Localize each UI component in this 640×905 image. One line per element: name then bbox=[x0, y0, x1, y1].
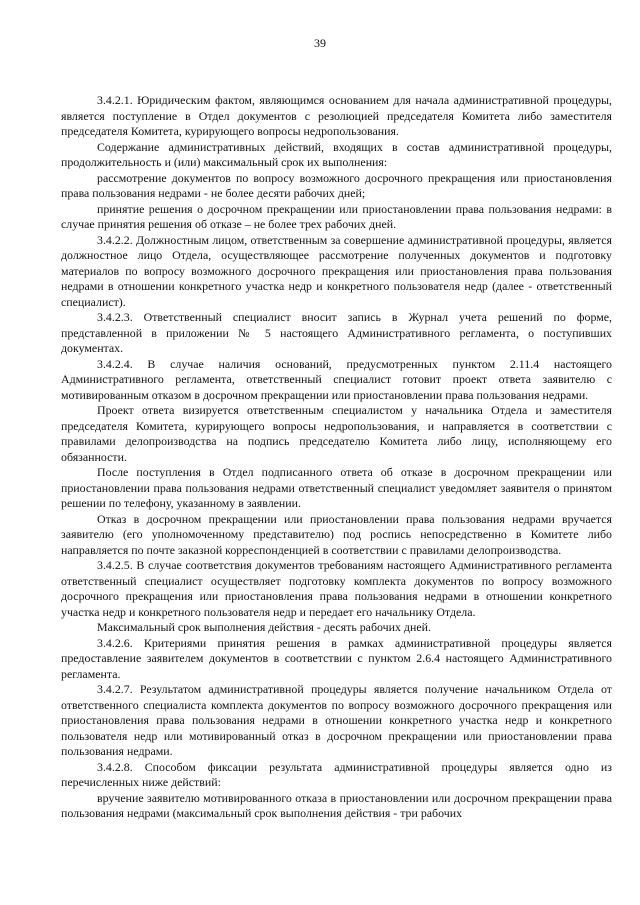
paragraph-max-term: Максимальный срок выполнения действия - десять рабочих дней. bbox=[97, 620, 431, 634]
paragraph-3-4-2-4: 3.4.2.4. В случае наличия оснований, предусмотренных пунктом 2.11.4 настоящего Административного регламента, ответственный специалист готовит проект ответа заявителю с мотивированным отказом в досрочном прекращении или приостановлении права пользования недрами. bbox=[61, 356, 612, 402]
paragraph-delivery-refusal: вручение заявителю мотивированного отказа в приостановлении или досрочном прекращении права пользования недрами (максимальный срок выполнения действия - три рабочих bbox=[61, 790, 612, 820]
paragraph-3-4-2-7: 3.4.2.7. Результатом административной процедуры является получение начальником Отдела от ответственного специалиста комплекта документов по вопросу возможного досрочного прекращения или приостановления права пользования недрами в отношении конкретного участка недр и конкретного пользователя недр или мотивированный отказ в досрочном прекращении или приостановлении права пользования недрами. bbox=[61, 682, 612, 758]
paragraph-after-signed-response: После поступления в Отдел подписанного ответа об отказе в досрочном прекращении или приостановлении права пользования недрами ответственный специалист уведомляет заявителя о принятом решении по телефону, указанному в заявлении. bbox=[61, 465, 612, 510]
paragraph-3-4-2-2: 3.4.2.2. Должностным лицом, ответственным за совершение административной процедуры, является должностное лицо Отдела, осуществляющее рассмотрение полученных документов и подготовку материалов по вопросу возможного досрочного прекращения или приостановления права пользования недрами в отношении конкретного участка недр и конкретного пользователя недр (далее - ответственный специалист). bbox=[61, 232, 612, 309]
paragraph-3-4-2-6: 3.4.2.6. Критериями принятия решения в рамках административной процедуры является предоставление заявителем документов в соответствии с пунктом 2.6.4 настоящего Административного регламента. bbox=[61, 635, 612, 681]
paragraph-decision-making: принятие решения о досрочном прекращении или приостановлении права пользования недрами: в случае принятия решения об отказе – не более трех рабочих дней. bbox=[61, 201, 612, 231]
paragraph-review-documents: рассмотрение документов по вопросу возможного досрочного прекращения или приостановления права пользования недрами - не более десяти рабочих дней; bbox=[61, 170, 612, 200]
paragraph-admin-actions-intro: Содержание административных действий, входящих в состав административной процедуры, продолжительность и (или) максимальный срок их выполнения: bbox=[61, 139, 612, 169]
page-number: 39 bbox=[314, 36, 326, 50]
paragraph-3-4-2-1: 3.4.2.1. Юридическим фактом, являющимся основанием для начала административной процедуры, является поступление в Отдел документов с резолюцией председателя Комитета либо заместителя председателя Комитета, курирующего вопросы недропользования. bbox=[61, 93, 612, 138]
paragraph-3-4-2-8: 3.4.2.8. Способом фиксации результата административной процедуры является одно из перечисленных ниже действий: bbox=[61, 759, 612, 789]
paragraph-3-4-2-3: 3.4.2.3. Ответственный специалист вносит запись в Журнал учета решений по форме, представленной в приложении № 5 настоящего Административного регламента, о поступивших документах. bbox=[61, 310, 612, 355]
paragraph-draft-response: Проект ответа визируется ответственным специалистом у начальника Отдела и заместителя председателя Комитета, курирующего вопросы недропользования, и направляется в соответствии с правилами делопроизводства на подпись председателю Комитета либо лицу, исполняющему его обязанности. bbox=[61, 403, 612, 464]
paragraph-refusal-delivery: Отказ в досрочном прекращении или приостановлении права пользования недрами вручается заявителю (его уполномоченному представителю) под роспись непосредственно в Комитете либо направляется по почте заказной корреспонденцией в соответствии с правилами делопроизводства. bbox=[61, 511, 612, 557]
paragraph-3-4-2-5: 3.4.2.5. В случае соответствия документов требованиям настоящего Административного регламента ответственный специалист осуществляет подготовку комплекта документов по вопросу возможного досрочного прекращения или приостановления права пользования недрами в отношении конкретного участка недр и конкретного пользователя недр и передает его начальнику Отдела. bbox=[61, 558, 612, 619]
document-body bbox=[61, 93, 612, 822]
